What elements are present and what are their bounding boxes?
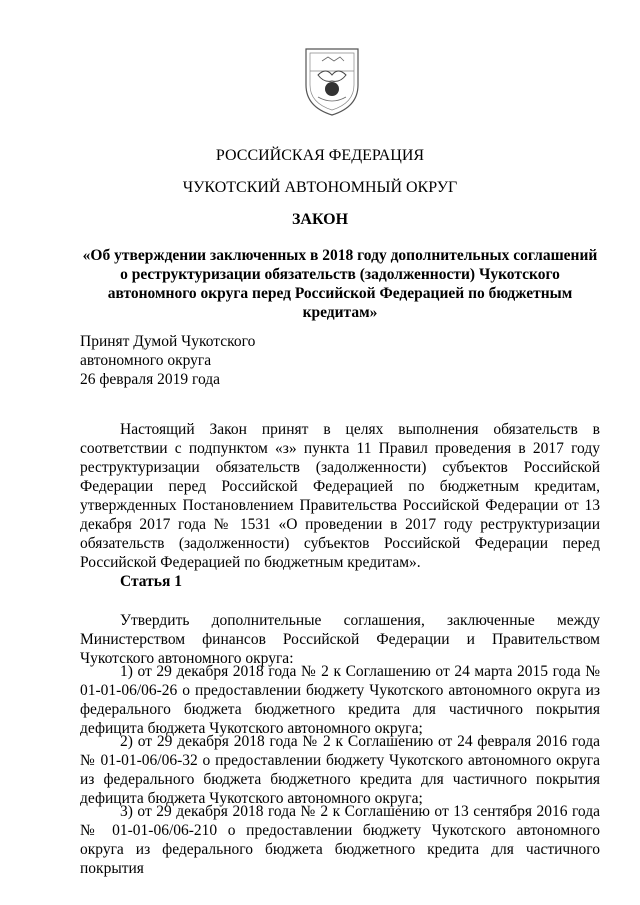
doc-type-heading: ЗАКОН	[291, 211, 349, 228]
adoption-line: автономного округа	[80, 352, 212, 369]
coat-of-arms-icon	[300, 45, 364, 119]
list-item: 1) от 29 декабря 2018 года № 2 к Соглашению от 24 марта 2015 года № 01-01-06/06-26 о предоставлении бюджету Чукотского автономного округа из федерального бюджета бюджетного кредита для частичного покрытия дефицита бюджета Чукотского автономного округа;	[80, 663, 600, 737]
country-heading: РОССИЙСКАЯ ФЕДЕРАЦИЯ	[215, 147, 425, 164]
region-heading: ЧУКОТСКИЙ АВТОНОМНЫЙ ОКРУГ	[182, 179, 458, 196]
list-item: 3) от 29 декабря 2018 года № 2 к Соглашению от 13 сентября 2016 года № 01-01-06/06-210 о предоставлении бюджету Чукотского автономного округа из федерального бюджета бюджетного кредита для частичного покрытия	[80, 803, 600, 877]
adoption-line: Принят Думой Чукотского	[80, 333, 256, 350]
adoption-block	[80, 332, 255, 389]
preamble-paragraph: Настоящий Закон принят в целях выполнения обязательств в соответствии с подпунктом «з» пункта 11 Правил проведения в 2017 году реструктуризации обязательств (задолженности) субъектов Российской Федерации перед Российской Федерацией по бюджетным кредитам, утвержденных Постановлением Правительства Российской Федерации от 13 декабря 2017 года № 1531 «О проведении в 2017 году реструктуризации обязательств (задолженности) субъектов Российской Федерации перед Российской Федерацией по бюджетным кредитам».	[80, 421, 600, 571]
law-title: «Об утверждении заключенных в 2018 году дополнительных соглашений о реструктуризации обязательств (задолженности) Чукотского автономного округа перед Российской Федерацией по бюджетным кредитам»	[82, 247, 598, 321]
list-item: 2) от 29 декабря 2018 года № 2 к Соглашению от 24 февраля 2016 года № 01-01-06/06-32 о предоставлении бюджету Чукотского автономного округа из федерального бюджета бюджетного кредита для частичного покрытия дефицита бюджета Чукотского автономного округа;	[80, 733, 600, 807]
article-heading: Статья 1	[120, 573, 182, 590]
adoption-date: 26 февраля 2019 года	[80, 371, 221, 388]
article-intro: Утвердить дополнительные соглашения, заключенные между Министерством финансов Российской Федерации и Правительством Чукотского автономного округа:	[80, 612, 600, 667]
